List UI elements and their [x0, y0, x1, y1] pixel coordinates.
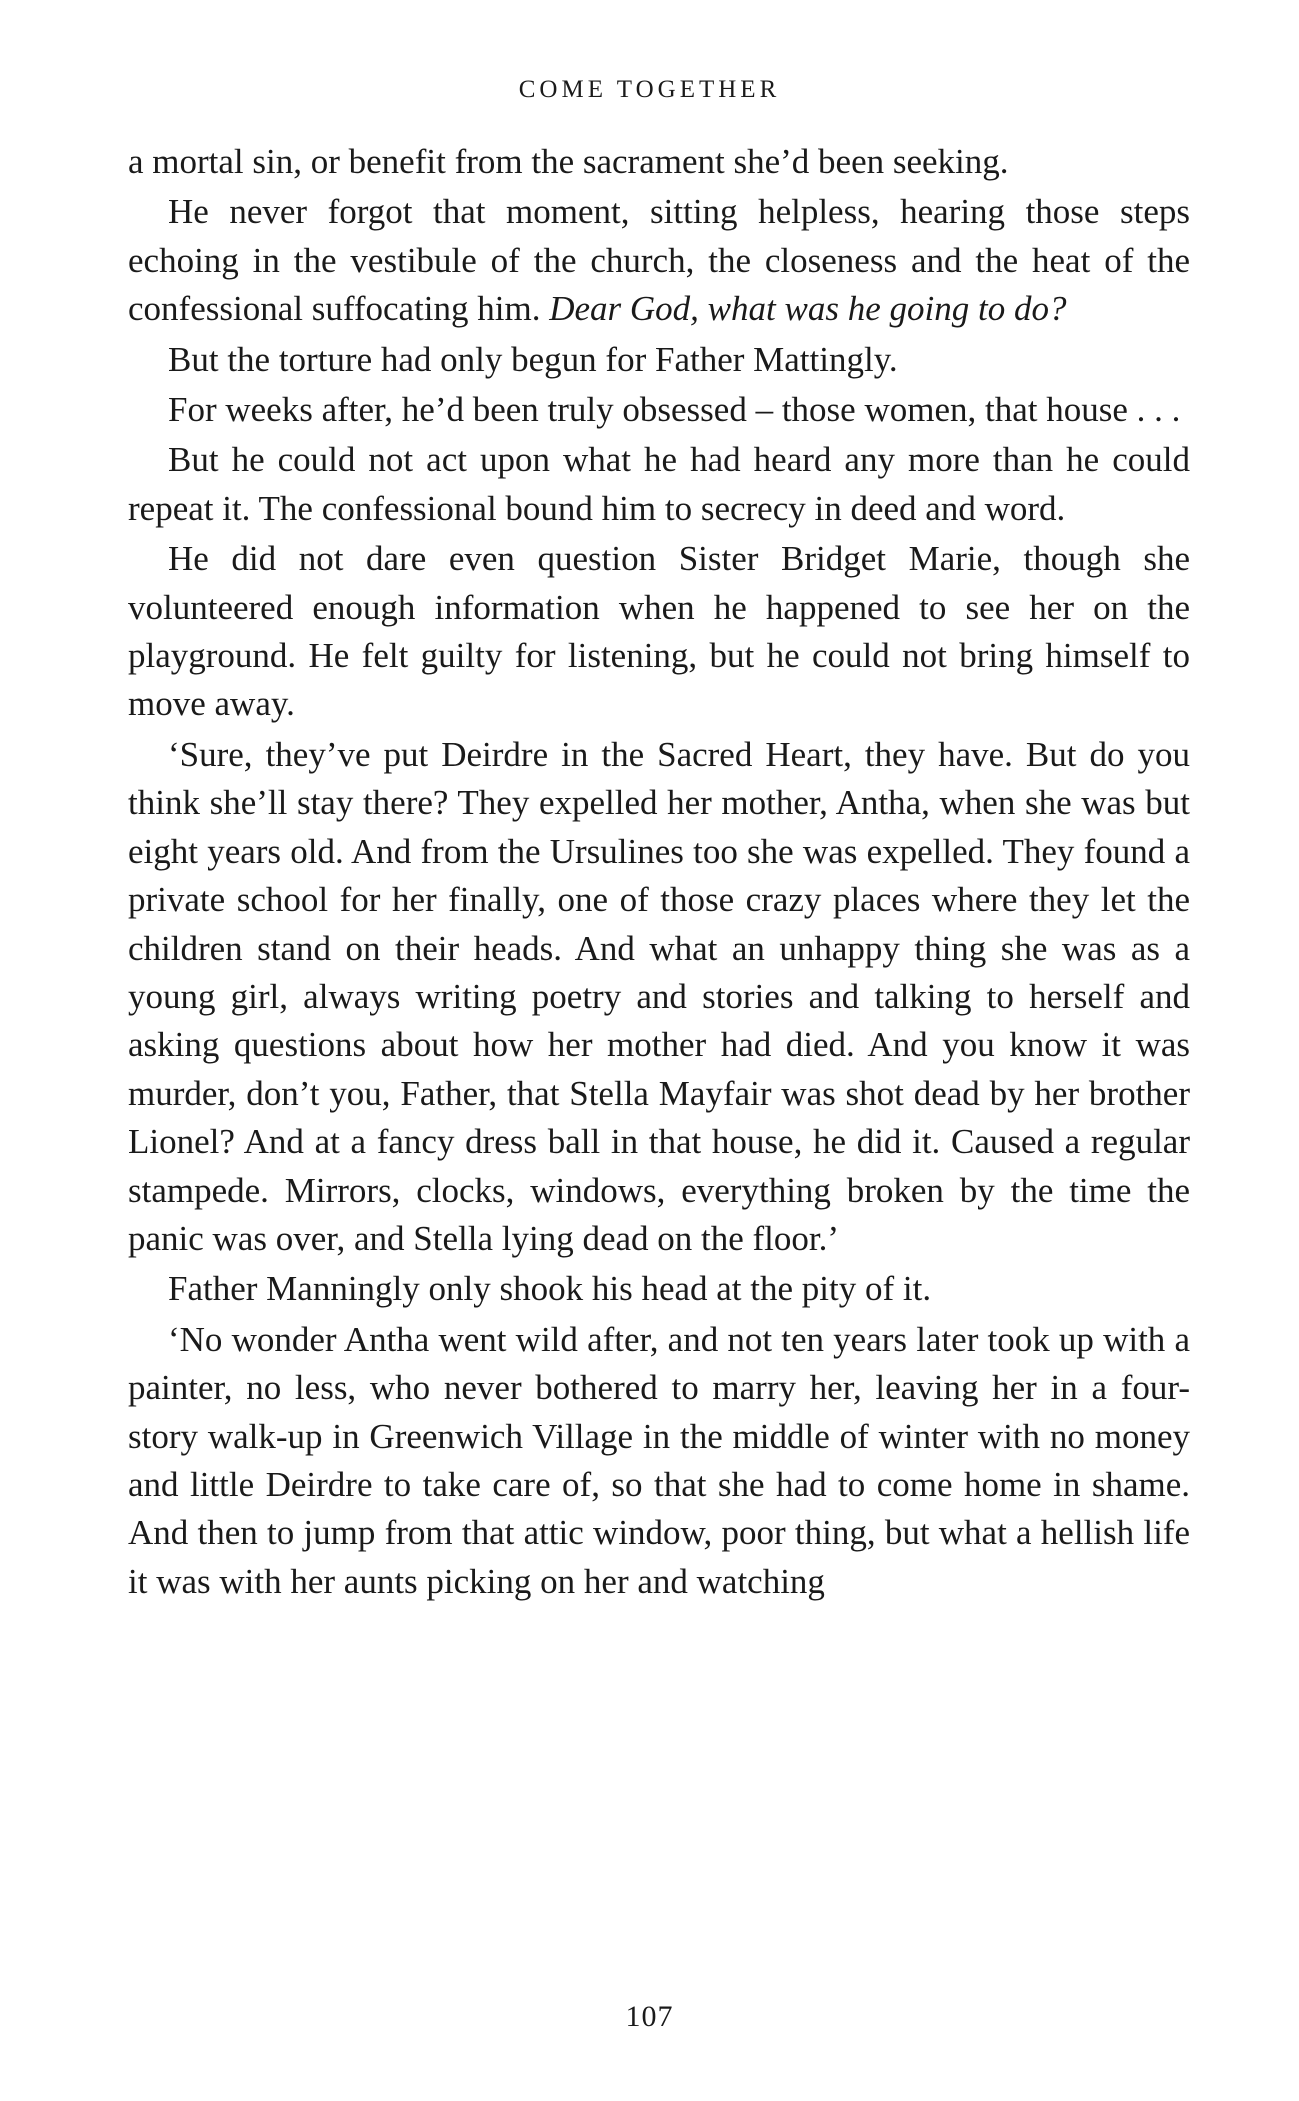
paragraph-dialogue: ‘No wonder Antha went wild after, and not ten years later took up with a painter, no less, who never bothered to marry her, leaving her in a four-story walk-up in Greenwich Village in the middle of winter with no money and little Deirdre to take care of, so that she had to come home in shame. And then to jump from that attic window, poor thing, but what a hellish life it was with her aunts picking on her and watching — [128, 1319, 1190, 1601]
paragraph: But he could not act upon what he had heard any more than he could repeat it. The confessional bound him to secrecy in deed and word. — [128, 440, 1190, 528]
paragraph: But the torture had only begun for Father Mattingly. — [168, 339, 898, 379]
italic-thought: Dear God, what was he going to do? — [549, 289, 1067, 329]
paragraph-continued: a mortal sin, or benefit from the sacrament she’d been seeking. — [128, 142, 1009, 181]
page-number: 107 — [625, 2000, 674, 2033]
paragraph: He did not dare even question Sister Bridget Marie, though she volunteered enough information when he happened to see her on the playground. He felt guilty for listening, but he could not bring himself to move away. — [128, 539, 1190, 724]
running-head: COME TOGETHER — [518, 76, 781, 103]
body-text — [128, 138, 1190, 1606]
paragraph: Father Manningly only shook his head at the pity of it. — [168, 1269, 932, 1309]
paragraph-text: He never forgot that moment, sitting helpless, hearing those steps echoing in the vestibule of the church, the closeness and the heat of the confessional suffocating him. — [128, 192, 1190, 329]
paragraph: For weeks after, he’d been truly obsessed – those women, that house . . . — [168, 390, 1181, 430]
paragraph-dialogue: ‘Sure, they’ve put Deirdre in the Sacred Heart, they have. But do you think she’ll stay there? They expelled her mother, Antha, when she was but eight years old. And from the Ursulines too she was expelled. They found a private school for her finally, one of those crazy places where they let the children stand on their heads. And what an unhappy thing she was as a young girl, always writing poetry and stories and talking to herself and asking questions about how her mother had died. And you know it was murder, don’t you, Father, that Stella Mayfair was shot dead by her brother Lionel? And at a fancy dress ball in that house, he did it. Caused a regular stampede. Mirrors, clocks, windows, everything broken by the time the panic was over, and Stella lying dead on the floor.’ — [128, 734, 1190, 1258]
paragraph — [128, 188, 1190, 333]
